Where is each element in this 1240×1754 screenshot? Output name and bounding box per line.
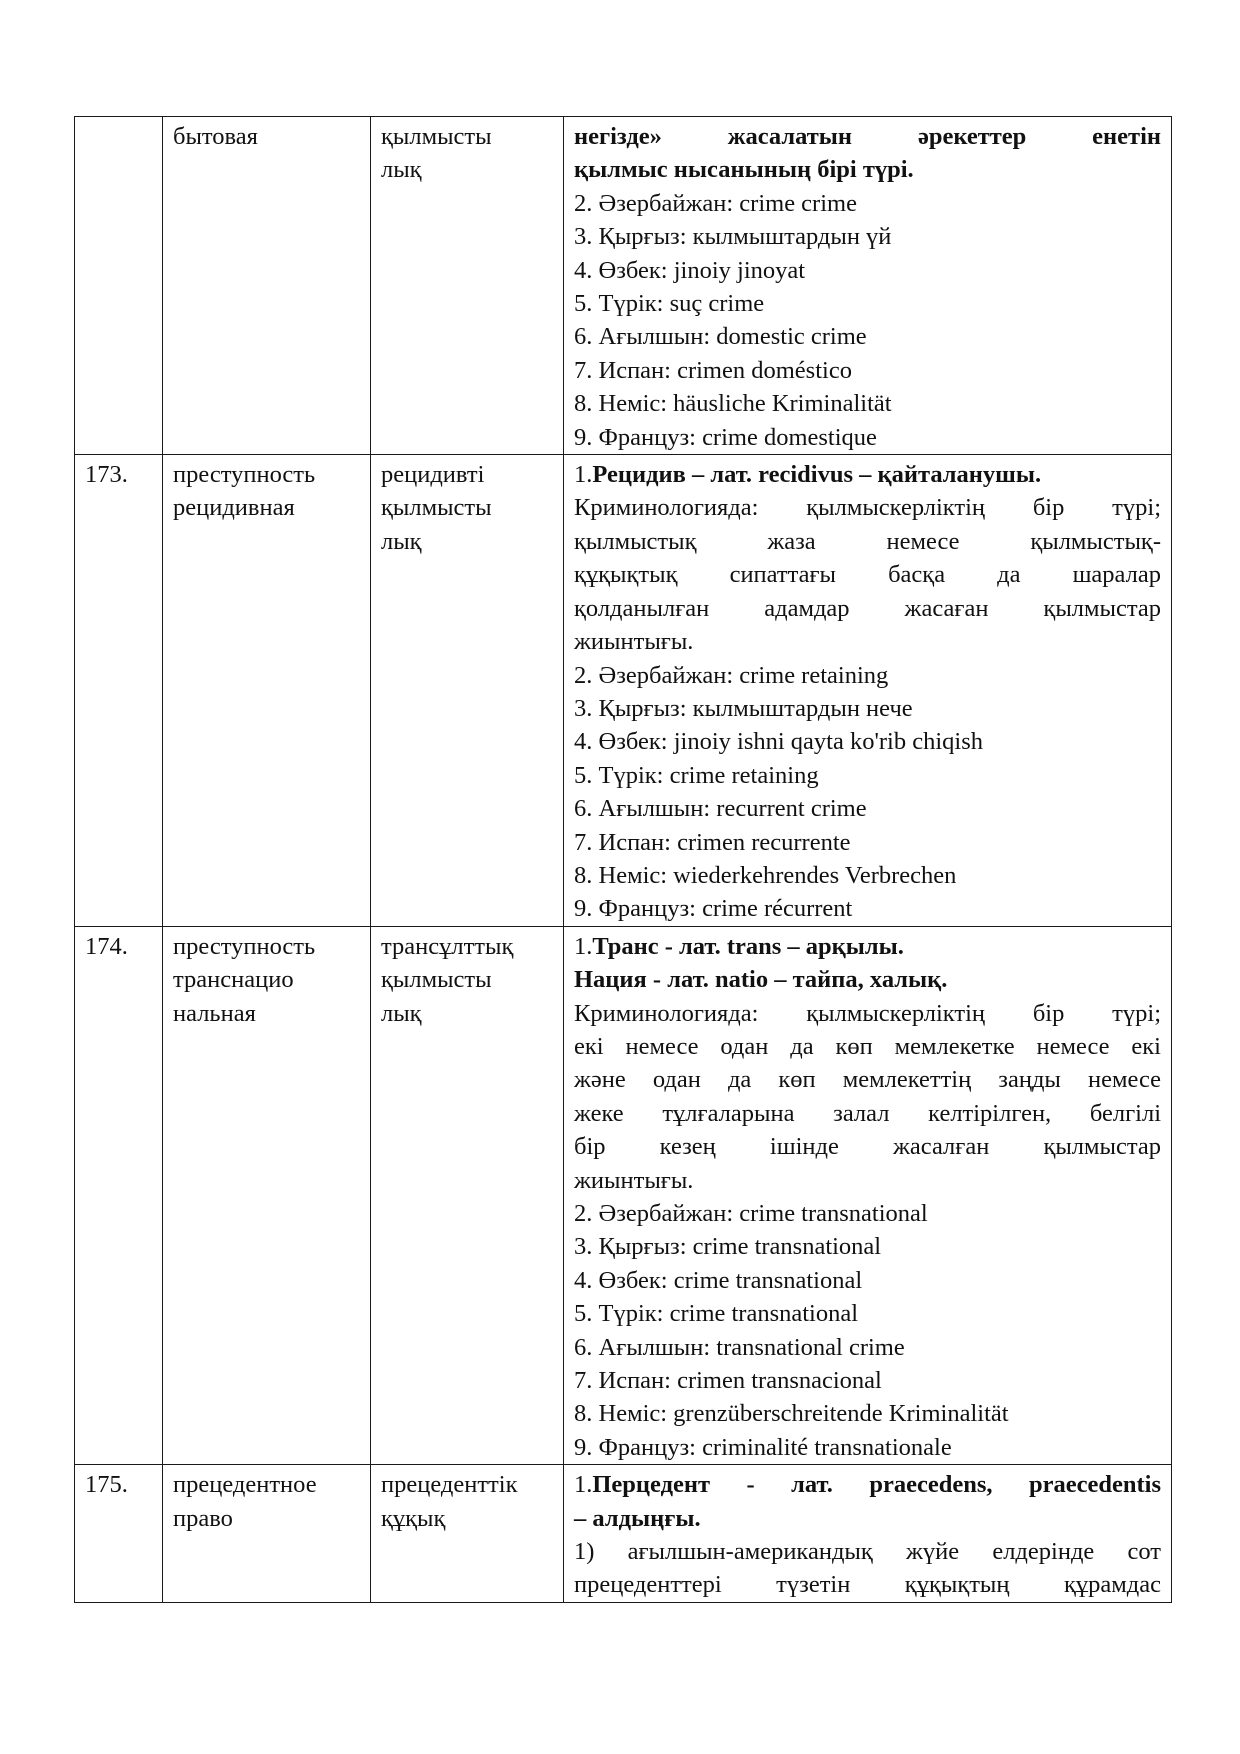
etymology: Транс - лат. trans – арқылы.	[592, 932, 904, 960]
russian-term-line: транснацио	[173, 966, 294, 994]
translation-line: 3. Қырғыз: кылмыштардын үй	[574, 223, 892, 251]
kazakh-term-line: лық	[381, 156, 422, 184]
entry-number: 173.	[75, 455, 163, 927]
table-row	[75, 117, 1172, 455]
etymology: – алдыңғы.	[574, 1504, 701, 1532]
translation-line: 5. Түрік: suç crime	[574, 290, 765, 318]
definition	[564, 117, 1172, 455]
translation-line: 9. Француз: crime domestique	[574, 423, 877, 451]
kazakh-term-line: лық	[381, 999, 422, 1027]
definition-text-line: қылмыстық жаза немесе қылмыстық-	[574, 527, 1161, 555]
russian-term	[163, 1465, 371, 1603]
russian-term-line: право	[173, 1504, 233, 1532]
definition-text-line: жиынтығы.	[574, 628, 694, 656]
table-row	[75, 455, 1172, 927]
definition-prefix: 1.	[574, 461, 593, 489]
definition-heading	[574, 930, 1161, 963]
definition-text-line: жеке тұлғаларына залал келтірілген, белгілі	[574, 1099, 1161, 1127]
russian-term-line: бытовая	[173, 123, 258, 150]
etymology: Нация - лат. natio – тайпа, халық.	[574, 966, 948, 994]
definition-prefix: 1.	[574, 932, 593, 960]
russian-term	[163, 926, 371, 1465]
russian-term-line: прецедентное	[173, 1471, 317, 1499]
entry-number: 175.	[75, 1465, 163, 1603]
definition-text-line: құқықтық сипаттағы басқа да шаралар	[574, 561, 1161, 589]
glossary-table	[74, 116, 1172, 1603]
definition	[564, 1465, 1172, 1603]
definition-heading: негізде» жасалатын әрекеттер енетін	[574, 123, 1161, 150]
translation-line: 2. Әзербайжан: crime transnational	[574, 1200, 928, 1227]
kazakh-term-line: қылмысты	[381, 123, 492, 150]
russian-term-line: нальная	[173, 999, 256, 1027]
kazakh-term	[371, 455, 564, 927]
translation-line: 3. Қырғыз: crime transnational	[574, 1233, 882, 1261]
translation-line: 8. Неміс: grenzüberschreitende Kriminalität	[574, 1400, 1009, 1428]
definition	[564, 926, 1172, 1465]
translation-line: 7. Испан: crimen recurrente	[574, 828, 851, 856]
kazakh-term-line: қылмысты	[381, 494, 492, 522]
etymology: Рецидив – лат. recidivus – қайталанушы.	[592, 461, 1042, 489]
kazakh-term	[371, 117, 564, 455]
definition-text-line: 1) ағылшын-американдық жүйе елдерінде сот	[574, 1538, 1161, 1566]
definition	[564, 455, 1172, 927]
russian-term-line: преступность	[173, 932, 316, 960]
definition-heading	[574, 458, 1161, 491]
kazakh-term	[371, 1465, 564, 1603]
definition-heading: қылмыс нысанының бірі түрі.	[574, 156, 914, 184]
translation-line: 5. Түрік: crime retaining	[574, 761, 819, 789]
kazakh-term-line: трансұлттық	[381, 932, 514, 960]
translation-line: 8. Неміс: wiederkehrendes Verbrechen	[574, 861, 957, 889]
definition-text-line: қолданылған адамдар жасаған қылмыстар	[574, 594, 1161, 622]
translation-line: 4. Өзбек: crime transnational	[574, 1266, 863, 1294]
kazakh-term-line: прецеденттік	[381, 1471, 518, 1499]
translation-line: 2. Әзербайжан: crime retaining	[574, 661, 889, 689]
translation-line: 3. Қырғыз: кылмыштардын нече	[574, 694, 913, 722]
translation-line: 7. Испан: crimen transnacional	[574, 1367, 882, 1395]
definition-text-line: бір кезең ішінде жасалған қылмыстар	[574, 1133, 1161, 1161]
entry-number	[75, 117, 163, 455]
translation-line: 6. Ағылшын: domestic crime	[574, 323, 867, 351]
kazakh-term	[371, 926, 564, 1465]
russian-term	[163, 117, 371, 455]
definition-text-line: Криминологияда: қылмыскерліктің бір түрі;	[574, 999, 1161, 1027]
etymology: Перцедент - лат. praecedens, praecedentis	[592, 1471, 1161, 1499]
translation-line: 6. Ағылшын: transnational crime	[574, 1333, 905, 1361]
translation-line: 5. Түрік: crime transnational	[574, 1300, 859, 1328]
table-row	[75, 1465, 1172, 1603]
definition-text-line: және одан да көп мемлекеттің заңды немесе	[574, 1066, 1161, 1094]
definition-prefix: 1.	[574, 1471, 593, 1499]
definition-heading	[574, 1468, 1161, 1501]
translation-line: 9. Француз: crime récurrent	[574, 895, 853, 923]
table-row	[75, 926, 1172, 1465]
translation-line: 7. Испан: crimen doméstico	[574, 356, 852, 384]
kazakh-term-line: құқық	[381, 1504, 446, 1532]
definition-text-line: жиынтығы.	[574, 1166, 694, 1194]
russian-term-line: преступность	[173, 461, 316, 489]
definition-text-line: Криминологияда: қылмыскерліктің бір түрі;	[574, 494, 1161, 522]
translation-line: 8. Неміс: häusliche Kriminalität	[574, 390, 892, 418]
kazakh-term-line: рецидивті	[381, 461, 485, 489]
definition-text-line: екі немесе одан да көп мемлекетке немесе екі	[574, 1032, 1161, 1060]
entry-number: 174.	[75, 926, 163, 1465]
translation-line: 9. Француз: criminalité transnationale	[574, 1433, 952, 1461]
definition-text-line: прецеденттері түзетін құқықтың құрамдас	[574, 1571, 1161, 1599]
translation-line: 6. Ағылшын: recurrent crime	[574, 795, 867, 823]
translation-line: 4. Өзбек: jinoiy jinoyat	[574, 256, 806, 284]
translation-line: 2. Әзербайжан: crime crime	[574, 189, 857, 217]
kazakh-term-line: лық	[381, 527, 422, 555]
russian-term-line: рецидивная	[173, 494, 295, 522]
translation-line: 4. Өзбек: jinoiy ishni qayta ko'rib chiqish	[574, 728, 983, 756]
kazakh-term-line: қылмысты	[381, 966, 492, 994]
russian-term	[163, 455, 371, 927]
